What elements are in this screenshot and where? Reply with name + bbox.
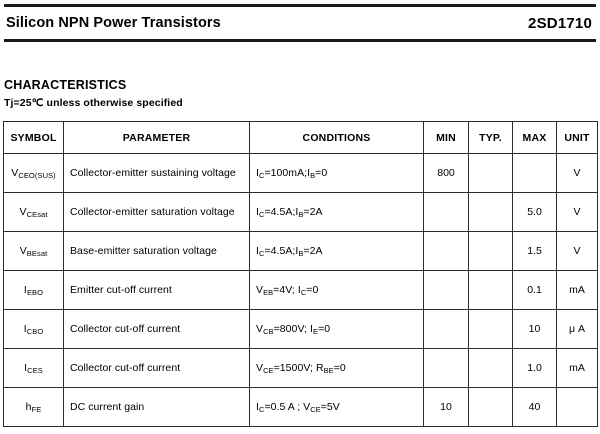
cell-max: 0.1 xyxy=(513,271,557,310)
cell-typ xyxy=(469,232,513,271)
cell-min xyxy=(424,349,469,388)
table-row xyxy=(4,310,598,349)
cell-unit: V xyxy=(557,193,598,232)
cell-typ xyxy=(469,193,513,232)
cell-min xyxy=(424,232,469,271)
cell-parameter: Collector-emitter sustaining voltage xyxy=(64,154,250,193)
cell-unit: V xyxy=(557,154,598,193)
cell-unit: mA xyxy=(557,271,598,310)
cell-max: 5.0 xyxy=(513,193,557,232)
header-title-row xyxy=(4,7,596,39)
table-body xyxy=(4,154,598,427)
cell-parameter: Collector cut-off current xyxy=(64,349,250,388)
table-row xyxy=(4,232,598,271)
column-header-unit: UNIT xyxy=(557,122,598,154)
cell-conditions: $V_{EB}=4V$; $I_C=0$ xyxy=(250,271,424,310)
header-bottom-rule xyxy=(4,39,596,42)
cell-unit: mA xyxy=(557,349,598,388)
cell-typ xyxy=(469,349,513,388)
part-number: 2SD1710 xyxy=(528,14,592,32)
cell-parameter: Base-emitter saturation voltage xyxy=(64,232,250,271)
characteristics-table xyxy=(3,121,598,427)
cell-unit: μ A xyxy=(557,310,598,349)
cell-conditions: $V_{CB}=800V$; $I_E=0$ xyxy=(250,310,424,349)
column-header-typ: TYP. xyxy=(469,122,513,154)
cell-parameter: DC current gain xyxy=(64,388,250,427)
column-header-max: MAX xyxy=(513,122,557,154)
table-row xyxy=(4,349,598,388)
cell-min: 800 xyxy=(424,154,469,193)
cell-symbol: $V_{CEO(SUS)}$ xyxy=(4,154,64,193)
cell-conditions: $I_C=100mA;I_B=0$ xyxy=(250,154,424,193)
cell-unit xyxy=(557,388,598,427)
cell-conditions: $I_C=4.5A;I_B=2A$ xyxy=(250,232,424,271)
cell-max xyxy=(513,154,557,193)
cell-typ xyxy=(469,271,513,310)
characteristics-section-heading xyxy=(4,78,564,109)
cell-typ xyxy=(469,310,513,349)
cell-max: 10 xyxy=(513,310,557,349)
document-title: Silicon NPN Power Transistors xyxy=(6,15,221,31)
section-title: CHARACTERISTICS xyxy=(4,78,127,92)
column-header-min: MIN xyxy=(424,122,469,154)
cell-symbol: $I_{CES}$ xyxy=(4,349,64,388)
cell-symbol: $V_{BEsat}$ xyxy=(4,232,64,271)
cell-typ xyxy=(469,388,513,427)
cell-symbol: $V_{CEsat}$ xyxy=(4,193,64,232)
cell-parameter: Collector-emitter saturation voltage xyxy=(64,193,250,232)
document-header xyxy=(4,4,596,42)
cell-parameter: Collector cut-off current xyxy=(64,310,250,349)
cell-max: 40 xyxy=(513,388,557,427)
cell-max: 1.0 xyxy=(513,349,557,388)
section-condition-note: Tj=25℃ unless otherwise specified xyxy=(4,97,183,109)
cell-unit: V xyxy=(557,232,598,271)
cell-conditions: $V_{CE}=1500V$; $R_{BE}=0$ xyxy=(250,349,424,388)
table-header-row xyxy=(4,122,598,154)
table-row xyxy=(4,154,598,193)
cell-typ xyxy=(469,154,513,193)
table-header xyxy=(4,122,598,154)
column-header-parameter: PARAMETER xyxy=(64,122,250,154)
cell-symbol: $h_{FE}$ xyxy=(4,388,64,427)
cell-min xyxy=(424,271,469,310)
column-header-symbol: SYMBOL xyxy=(4,122,64,154)
cell-conditions: $I_C=4.5A;I_B=2A$ xyxy=(250,193,424,232)
cell-parameter: Emitter cut-off current xyxy=(64,271,250,310)
cell-min xyxy=(424,193,469,232)
cell-conditions: $I_C=0.5$ A ; $V_{CE}=5V$ xyxy=(250,388,424,427)
table-row xyxy=(4,193,598,232)
cell-symbol: $I_{CBO}$ xyxy=(4,310,64,349)
cell-min: 10 xyxy=(424,388,469,427)
column-header-conditions: CONDITIONS xyxy=(250,122,424,154)
cell-max: 1.5 xyxy=(513,232,557,271)
cell-min xyxy=(424,310,469,349)
cell-symbol: $I_{EBO}$ xyxy=(4,271,64,310)
table-row xyxy=(4,388,598,427)
table-row xyxy=(4,271,598,310)
